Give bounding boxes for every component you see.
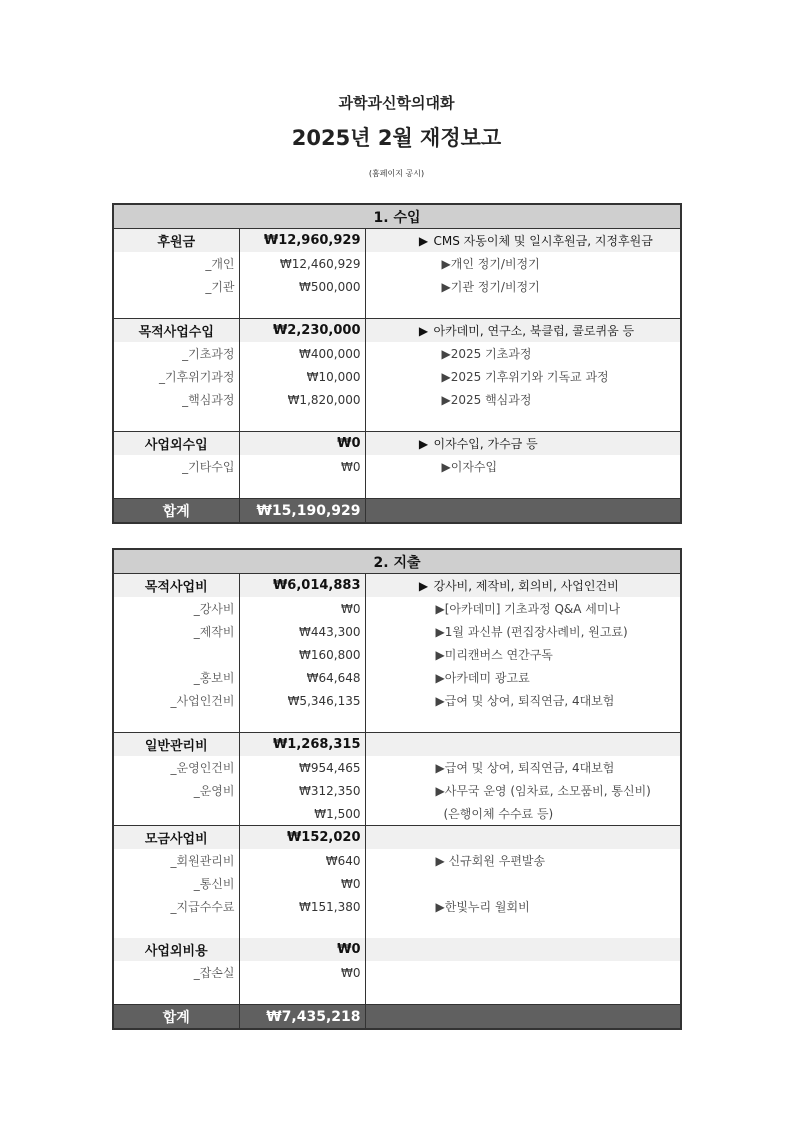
item-name: _통신비	[113, 872, 239, 895]
item-description: ▶사무국 운영 (임차료, 소모품비, 통신비)	[435, 784, 651, 798]
item-row	[113, 365, 681, 388]
total-label: 합계	[113, 1005, 239, 1030]
item-amount: ₩1,820,000	[239, 388, 365, 411]
item-description: ▶[아카데미] 기초과정 Q&A 세미나	[435, 602, 621, 616]
category-description: ▶ 이자수입, 가수금 등	[365, 432, 681, 456]
item-description: ▶아카데미 광고료	[435, 671, 530, 685]
item-amount: ₩500,000	[239, 275, 365, 298]
total-amount: ₩15,190,929	[239, 499, 365, 524]
income-heading: 1. 수입	[113, 204, 681, 229]
item-amount: ₩64,648	[239, 666, 365, 689]
item-row	[113, 802, 681, 826]
item-name: _잡손실	[113, 961, 239, 984]
item-row	[113, 643, 681, 666]
item-description: ▶2025 기초과정	[441, 347, 532, 361]
item-name: _강사비	[113, 597, 239, 620]
item-amount: ₩640	[239, 849, 365, 872]
item-amount: ₩0	[239, 455, 365, 478]
item-amount: ₩954,465	[239, 756, 365, 779]
category-description: ▶ CMS 자동이체 및 일시후원금, 지정후원금	[365, 229, 681, 253]
item-description: ▶급여 및 상여, 퇴직연금, 4대보험	[435, 694, 615, 708]
category-amount: ₩152,020	[239, 826, 365, 850]
category-description: ▶ 강사비, 제작비, 회의비, 사업인건비	[365, 574, 681, 598]
category-row	[113, 574, 681, 598]
item-description: ▶개인 정기/비정기	[441, 257, 540, 271]
category-name: 사업외비용	[113, 938, 239, 961]
item-amount: ₩312,350	[239, 779, 365, 802]
category-amount: ₩6,014,883	[239, 574, 365, 598]
triangle-right-icon: ▶	[418, 437, 429, 451]
item-amount: ₩160,800	[239, 643, 365, 666]
total-row	[113, 499, 681, 524]
publication-note: (홈페이지 공시)	[368, 169, 425, 178]
item-row	[113, 961, 681, 984]
item-name	[113, 643, 239, 666]
item-row	[113, 872, 681, 895]
item-name: _기타수입	[113, 455, 239, 478]
item-description: (은행이체 수수료 등)	[443, 807, 554, 821]
category-row	[113, 319, 681, 343]
category-name: 후원금	[113, 229, 239, 253]
item-description: ▶2025 핵심과정	[441, 393, 532, 407]
item-description: ▶이자수입	[441, 460, 498, 474]
item-description: ▶한빛누리 월회비	[435, 900, 530, 914]
item-description: ▶급여 및 상여, 퇴직연금, 4대보험	[435, 761, 615, 775]
item-name: _개인	[113, 252, 239, 275]
category-name: 목적사업비	[113, 574, 239, 598]
item-name: _핵심과정	[113, 388, 239, 411]
category-description	[365, 733, 681, 757]
item-amount: ₩0	[239, 597, 365, 620]
category-description: ▶ 아카데미, 연구소, 북클럽, 콜로퀴움 등	[365, 319, 681, 343]
item-amount: ₩10,000	[239, 365, 365, 388]
total-label: 합계	[113, 499, 239, 524]
item-name: _운영비	[113, 779, 239, 802]
category-name: 모금사업비	[113, 826, 239, 850]
item-amount: ₩5,346,135	[239, 689, 365, 712]
category-name: 목적사업수입	[113, 319, 239, 343]
item-description: ▶기관 정기/비정기	[441, 280, 540, 294]
category-amount: ₩0	[239, 938, 365, 961]
category-name: 사업외수입	[113, 432, 239, 456]
item-row	[113, 388, 681, 411]
category-row	[113, 826, 681, 850]
total-row	[113, 1005, 681, 1030]
item-amount: ₩0	[239, 872, 365, 895]
category-row	[113, 938, 681, 961]
item-description: ▶2025 기후위기와 기독교 과정	[441, 370, 609, 384]
item-name: _회원관리비	[113, 849, 239, 872]
item-name: _사업인건비	[113, 689, 239, 712]
category-amount: ₩12,960,929	[239, 229, 365, 253]
item-name	[113, 802, 239, 826]
item-amount: ₩443,300	[239, 620, 365, 643]
item-description: ▶ 신규회원 우편발송	[435, 854, 546, 868]
item-name: _제작비	[113, 620, 239, 643]
item-row	[113, 275, 681, 298]
expense-table	[112, 548, 682, 1030]
category-amount: ₩1,268,315	[239, 733, 365, 757]
item-row	[113, 620, 681, 643]
category-row	[113, 733, 681, 757]
item-row	[113, 895, 681, 918]
item-amount: ₩12,460,929	[239, 252, 365, 275]
item-row	[113, 756, 681, 779]
item-row	[113, 849, 681, 872]
category-row	[113, 229, 681, 253]
item-row	[113, 689, 681, 712]
item-amount: ₩1,500	[239, 802, 365, 826]
category-name: 일반관리비	[113, 733, 239, 757]
item-name: _기관	[113, 275, 239, 298]
item-name: _운영인건비	[113, 756, 239, 779]
category-amount: ₩0	[239, 432, 365, 456]
category-description	[365, 938, 681, 961]
item-description: ▶미리캔버스 연간구독	[435, 648, 553, 662]
item-amount: ₩0	[239, 961, 365, 984]
organization-name: 과학과신학의대화	[338, 94, 455, 112]
total-amount: ₩7,435,218	[239, 1005, 365, 1030]
item-name: _기후위기과정	[113, 365, 239, 388]
triangle-right-icon: ▶	[418, 579, 429, 593]
category-amount: ₩2,230,000	[239, 319, 365, 343]
item-name: _기초과정	[113, 342, 239, 365]
item-amount: ₩400,000	[239, 342, 365, 365]
item-description: ▶1월 과신뷰 (편집장사례비, 원고료)	[435, 625, 628, 639]
report-title: 2025년 2월 재정보고	[291, 126, 502, 150]
item-row	[113, 342, 681, 365]
triangle-right-icon: ▶	[418, 324, 429, 338]
expense-heading: 2. 지출	[113, 549, 681, 574]
category-description	[365, 826, 681, 850]
triangle-right-icon: ▶	[418, 234, 429, 248]
item-name: _홍보비	[113, 666, 239, 689]
category-row	[113, 432, 681, 456]
item-name: _지급수수료	[113, 895, 239, 918]
item-amount: ₩151,380	[239, 895, 365, 918]
item-row	[113, 779, 681, 802]
item-row	[113, 252, 681, 275]
item-row	[113, 666, 681, 689]
item-row	[113, 455, 681, 478]
income-table	[112, 203, 682, 524]
item-row	[113, 597, 681, 620]
